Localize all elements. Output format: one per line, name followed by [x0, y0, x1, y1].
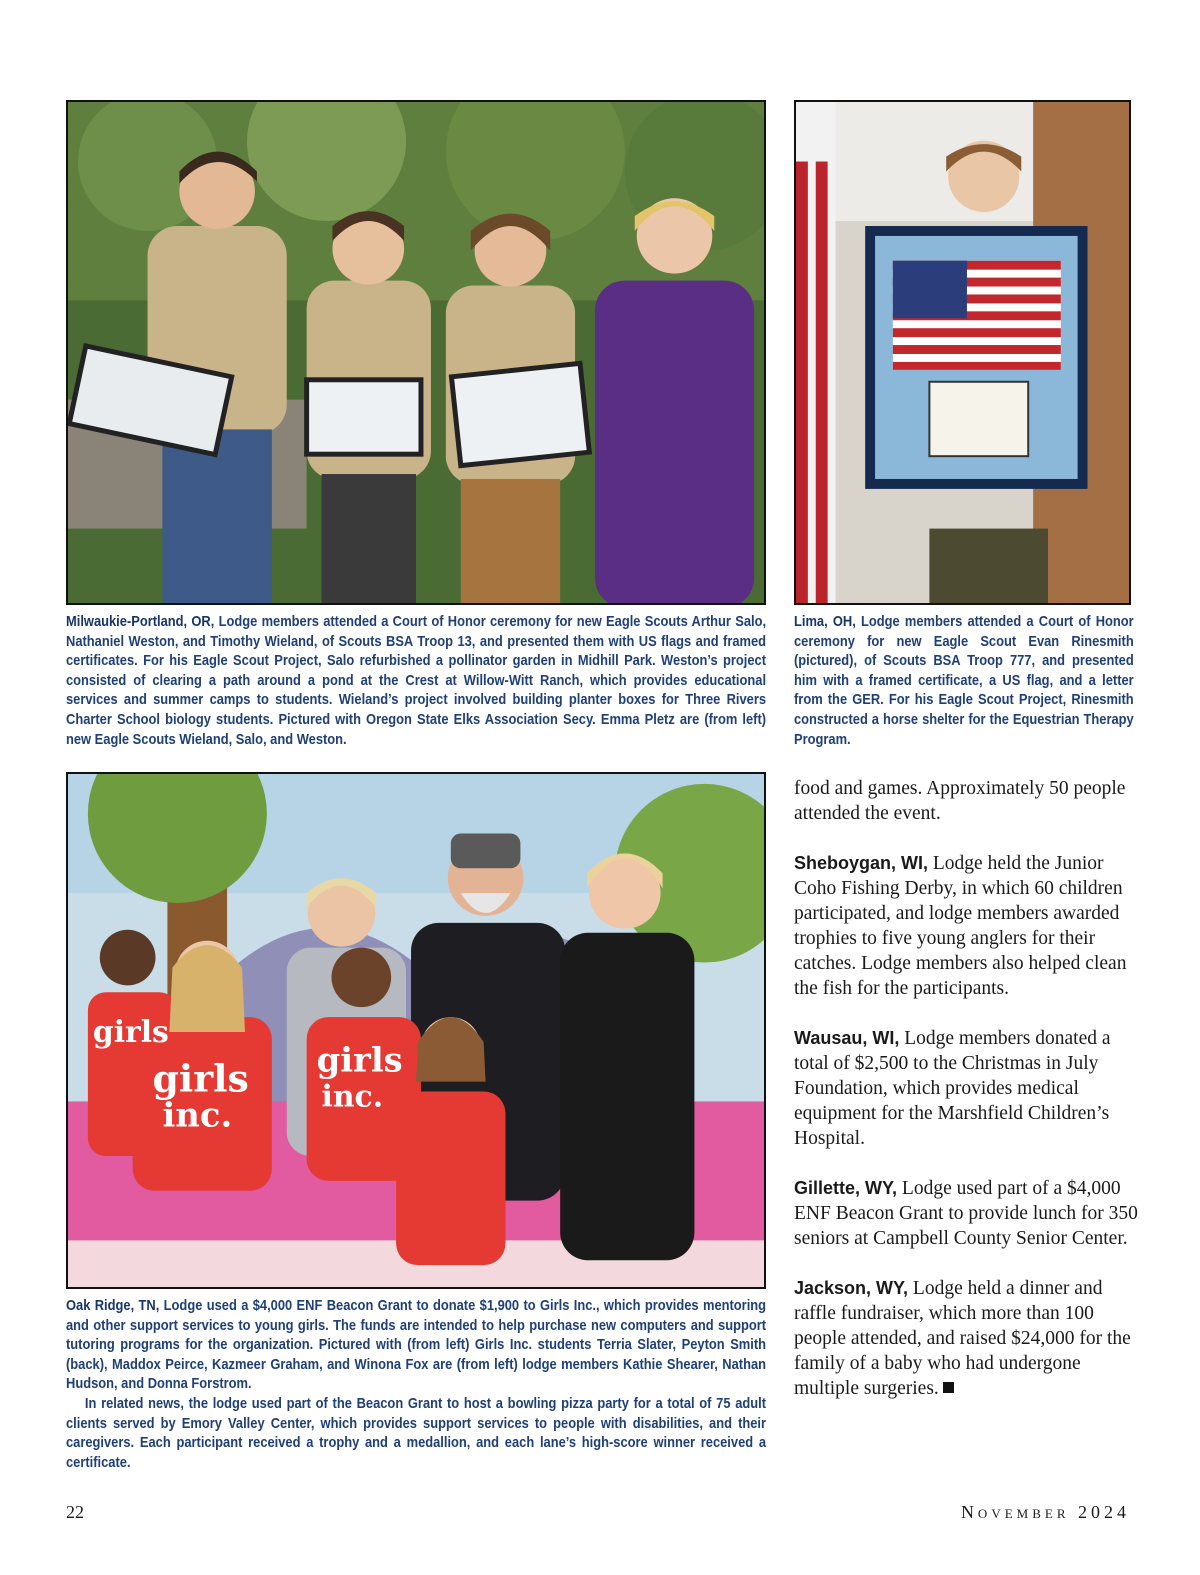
lima-caption: [794, 612, 1134, 749]
end-of-article-mark: [943, 1382, 954, 1393]
oak-ridge-caption-lead: Oak Ridge, TN,: [66, 1297, 160, 1314]
shirt-logo-2: inc.: [162, 1094, 233, 1135]
gillette-item: [794, 1176, 1139, 1251]
milwaukie-caption: [66, 612, 766, 749]
wausau-place: Wausau, WI,: [794, 1028, 900, 1048]
sheboygan-place: Sheboygan, WI,: [794, 853, 929, 873]
lima-caption-text: Lodge members attended a Court of Honor ceremony for new Eagle Scout Evan Rinesmith (pictured), of Scouts BSA Troop 777, and presented him with a framed certificate, a US flag, and a letter from the GER. For his Eagle Scout Project, Rinesmith constructed a horse shelter for the Equestrian Therapy Program.: [794, 613, 1134, 748]
lima-photo-illustration: [796, 102, 1129, 603]
oak-ridge-caption-para-1: [66, 1296, 766, 1394]
jackson-place: Jackson, WY,: [794, 1278, 909, 1298]
oak-ridge-photo-illustration: [68, 774, 764, 1287]
sheboygan-item: [794, 851, 1139, 1001]
oak-ridge-caption-text: Lodge used a $4,000 ENF Beacon Grant to donate $1,900 to Girls Inc., which provides mentoring and other support services to young girls. The funds are intended to help purchase new computers and support tutoring programs for the organization. Pictured with (from left) Girls Inc. students Terria Slater, Peyton Smith (back), Maddox Peirce, Kazmeer Graham, and Winona Fox are (from left) lodge members Kathie Shearer, Nathan Hudson, and Donna Forstrom.: [66, 1297, 767, 1393]
jackson-text: Lodge held a dinner and raffle fundraiser, which more than 100 people attended, and raised $24,000 for the family of a baby who had undergone multiple surgeries.: [794, 1278, 1131, 1399]
issue-date: November 2024: [960, 1502, 1130, 1522]
wausau-text: Lodge members donated a total of $2,500 to the Christmas in July Foundation, which provides medical equipment for the Marshfield Children’s Hospital.: [794, 1028, 1111, 1149]
sheboygan-text: Lodge held the Junior Coho Fishing Derby, in which 60 children participated, and lodge members awarded trophies to five young anglers for their catches. Lodge members also helped clean the fish for the participants.: [794, 853, 1127, 999]
wausau-item: [794, 1026, 1139, 1151]
shirt-logo-4: inc.: [321, 1079, 384, 1115]
milwaukie-photo-illustration: [68, 102, 764, 603]
milwaukie-caption-text: Lodge members attended a Court of Honor ceremony for new Eagle Scouts Arthur Salo, Nathaniel Weston, and Timothy Wieland, of Scouts BSA Troop 13, and presented them with US flags and framed certificates. For his Eagle Scout Project, Salo refurbished a pollinator garden in Midhill Park. Weston’s project consisted of clearing a path around a pond at the Crest at Willow-Witt Ranch, which provides educational services and summer camps to students. Wieland’s project involved building planter boxes for Three Rivers Charter School biology students. Pictured with Oregon State Elks Association Secy. Emma Pletz are (from left) new Eagle Scouts Wieland, Salo, and Weston.: [66, 613, 767, 748]
body-column: [794, 776, 1139, 1426]
milwaukie-photo: [66, 100, 766, 605]
lima-photo: [794, 100, 1131, 605]
gillette-text: Lodge used part of a $4,000 ENF Beacon Grant to provide lunch for 350 seniors at Campbell County Senior Center.: [794, 1178, 1138, 1249]
lima-caption-lead: Lima, OH,: [794, 613, 856, 630]
oak-ridge-caption-para-2: In related news, the lodge used part of the Beacon Grant to host a bowling pizza party for a total of 75 adult clients served by Emory Valley Center, which provides support services to people with disabilities, and their caregivers. Each participant received a trophy and a medallion, and each lane’s high-score winner received a certificate.: [66, 1394, 767, 1471]
oak-ridge-photo: [66, 772, 766, 1289]
shirt-logo-1: girls: [152, 1056, 249, 1101]
jackson-item: [794, 1276, 1139, 1401]
oak-ridge-caption: [66, 1296, 766, 1472]
continued-paragraph: food and games. Approximately 50 people attended the event.: [794, 778, 1126, 824]
gillette-place: Gillette, WY,: [794, 1178, 898, 1198]
shirt-logo-5: girls: [92, 1014, 169, 1050]
shirt-logo-3: girls: [316, 1039, 403, 1080]
milwaukie-caption-lead: Milwaukie-Portland, OR,: [66, 613, 215, 630]
page-number: 22: [66, 1502, 84, 1522]
